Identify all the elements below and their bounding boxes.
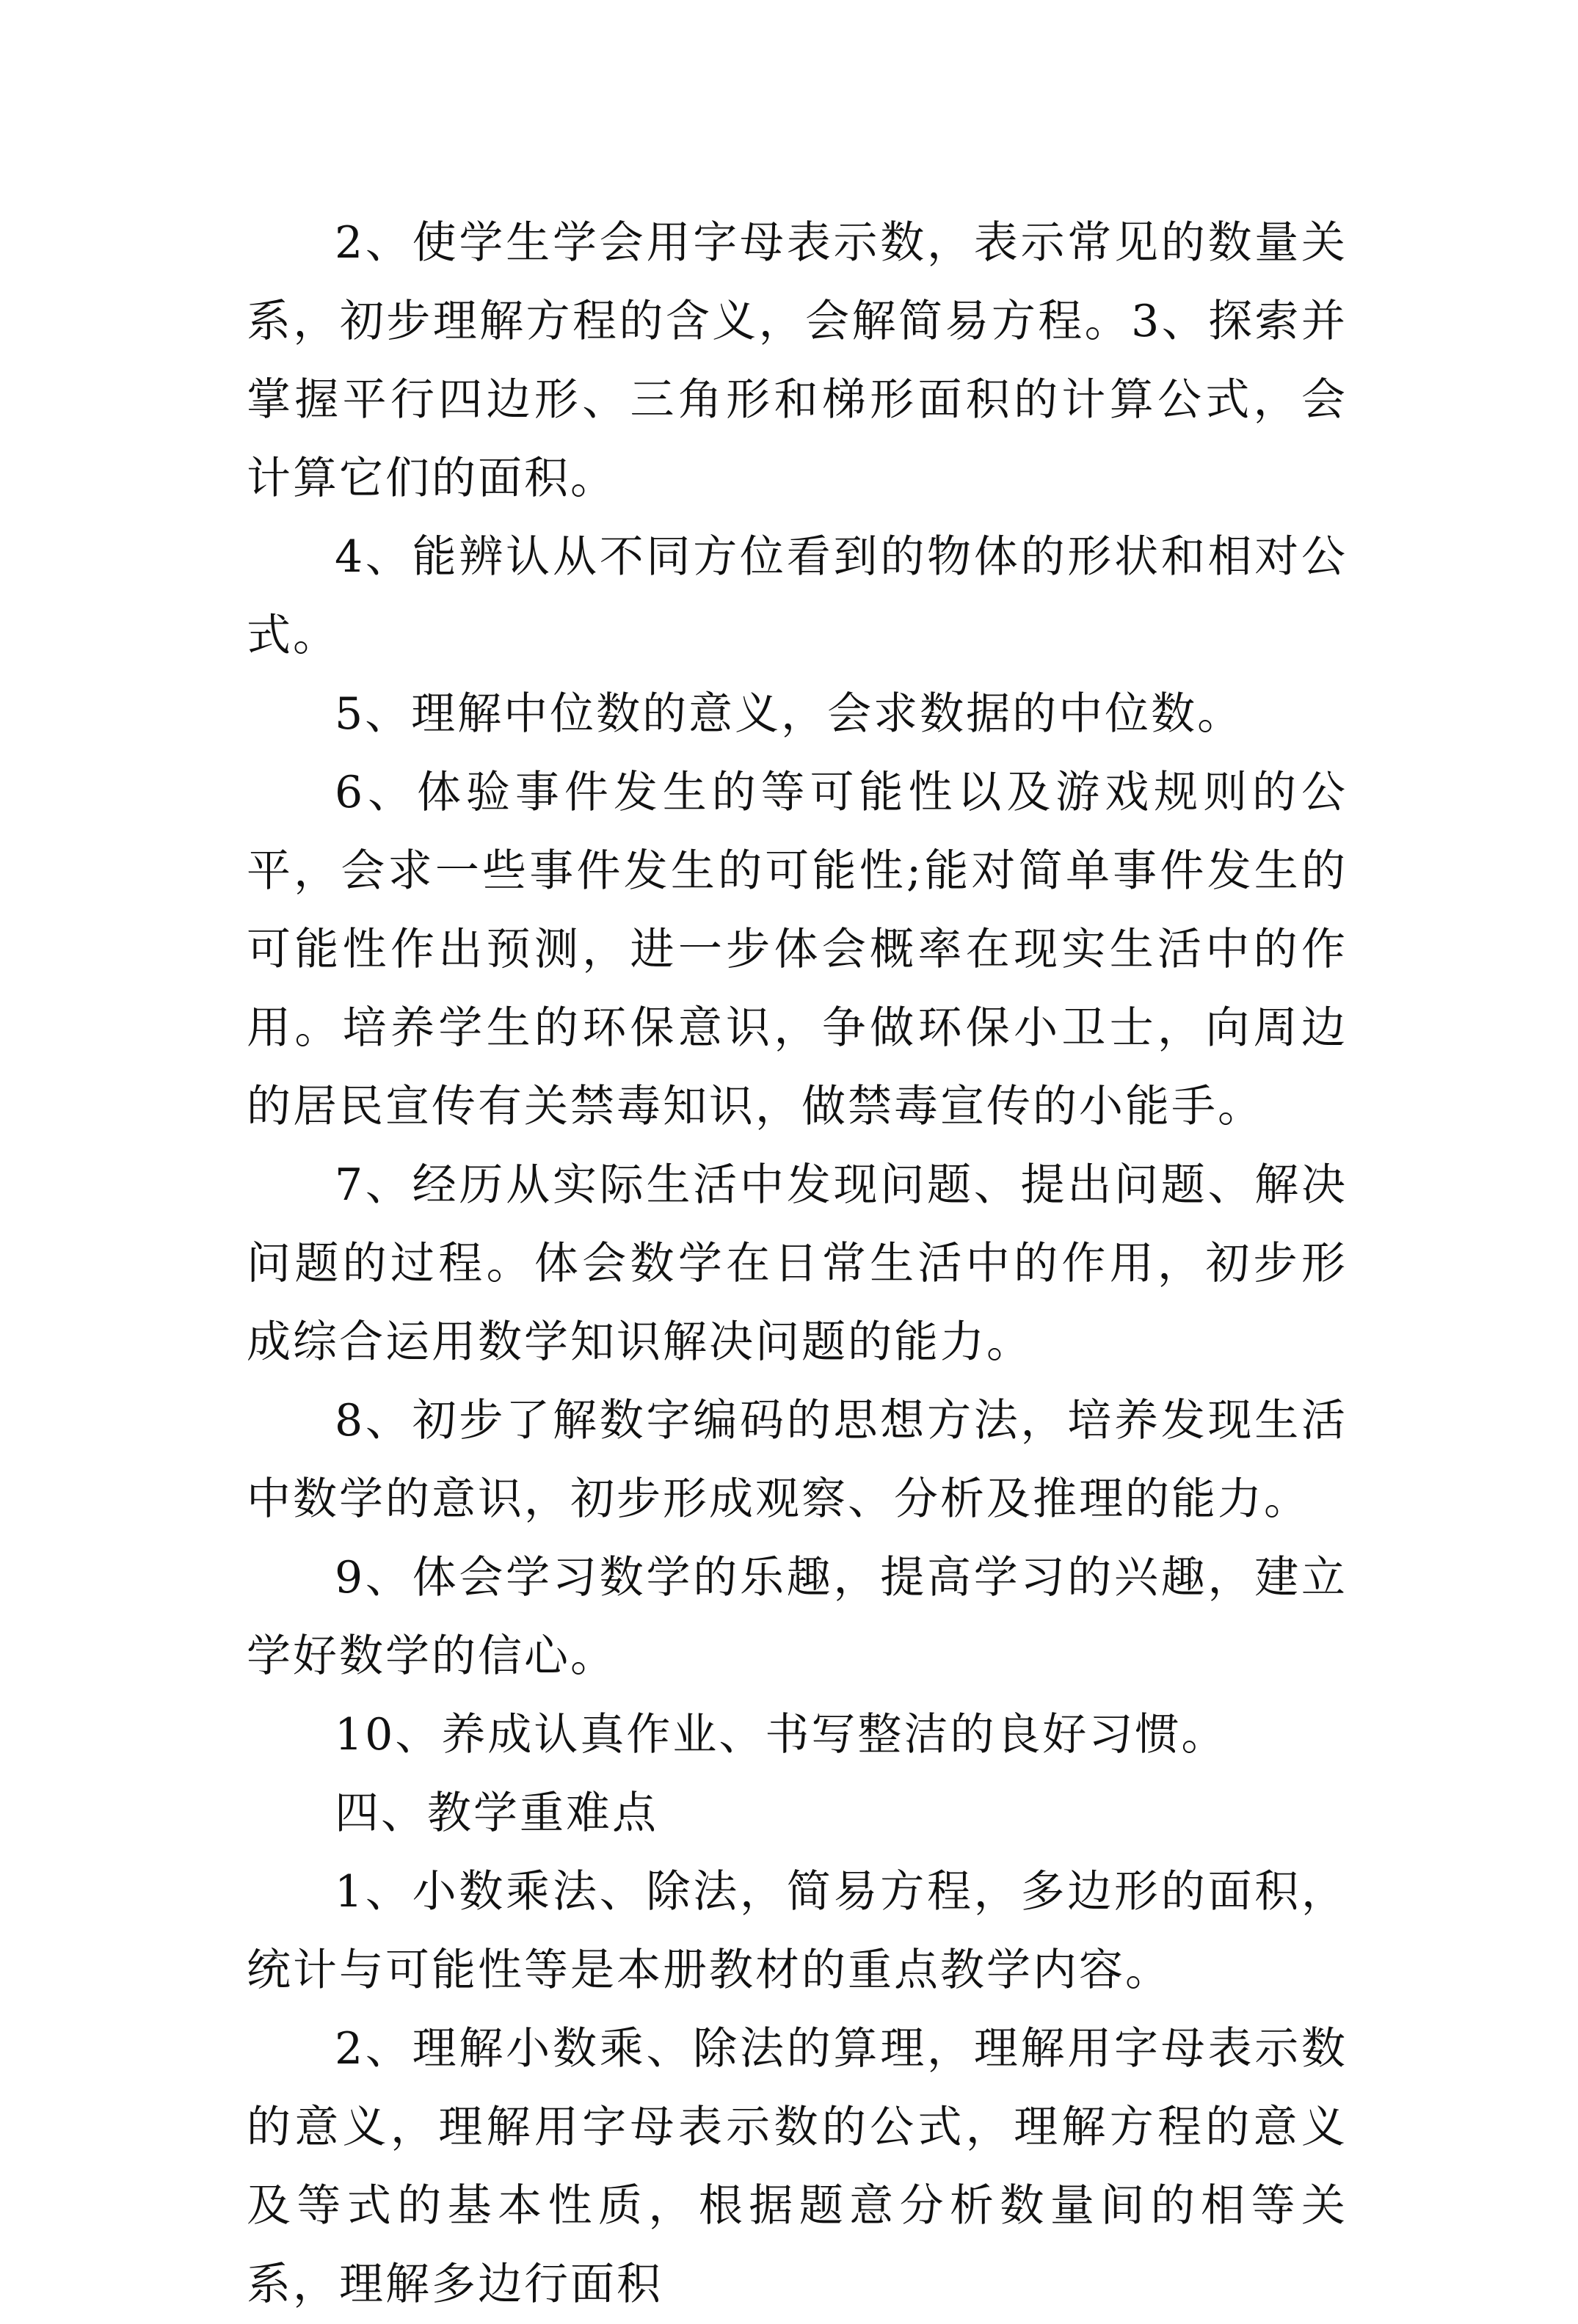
paragraph-goal-4: 4、能辨认从不同方位看到的物体的形状和相对公式。	[247, 531, 1348, 661]
paragraph-goal-10: 10、养成认真作业、书写整洁的良好习惯。	[335, 1709, 1228, 1760]
paragraph-goal-9: 9、体会学习数学的乐趣，提高学习的兴趣，建立学好数学的信心。	[247, 1552, 1348, 1682]
paragraph-goal-2-3: 2、使学生学会用字母表示数，表示常见的数量关系，初步理解方程的含义，会解简易方程。3、探索并掌握平行四边形、三角形和梯形面积的计算公式，会计算它们的面积。	[247, 217, 1348, 504]
paragraph-key-point-1: 1、小数乘法、除法，简易方程，多边形的面积，统计与可能性等是本册教材的重点教学内容。	[247, 1866, 1348, 1996]
document-body	[247, 204, 1348, 2324]
paragraph-goal-7: 7、经历从实际生活中发现问题、提出问题、解决问题的过程。体会数学在日常生活中的作用，初步形成综合运用数学知识解决问题的能力。	[247, 1159, 1348, 1368]
paragraph-goal-8: 8、初步了解数字编码的思想方法，培养发现生活中数学的意识，初步形成观察、分析及推理的能力。	[247, 1395, 1348, 1525]
paragraph-goal-6: 6、体验事件发生的等可能性以及游戏规则的公平，会求一些事件发生的可能性;能对简单事件发生的可能性作出预测，进一步体会概率在现实生活中的作用。培养学生的环保意识，争做环保小卫士，向周边的居民宣传有关禁毒知识，做禁毒宣传的小能手。	[247, 767, 1348, 1132]
paragraph-goal-5: 5、理解中位数的意义，会求数据的中位数。	[335, 688, 1244, 740]
section-heading-key-points: 四、教学重难点	[335, 1788, 658, 1839]
paragraph-key-point-2: 2、理解小数乘、除法的算理，理解用字母表示数的意义，理解用字母表示数的公式，理解方程的意义及等式的基本性质，根据题意分析数量间的相等关系，理解多边行面积	[247, 2023, 1348, 2310]
